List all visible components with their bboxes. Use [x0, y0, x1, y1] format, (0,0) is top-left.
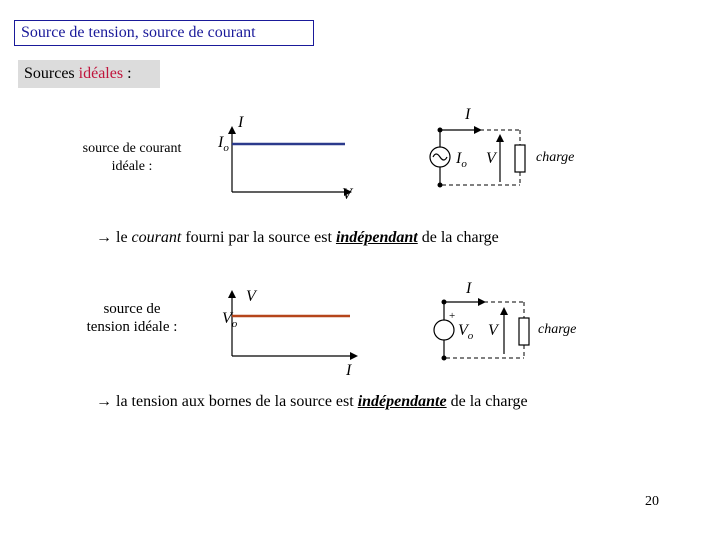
graph2-level-base: V [222, 310, 232, 327]
circuit1-source-label [456, 150, 467, 170]
implies-arrow-2: → [96, 393, 112, 410]
graph1-level-base: I [218, 134, 224, 151]
voltage-source-caption [62, 300, 202, 336]
current-source-conclusion [96, 229, 499, 247]
circuit2-source-base: V [458, 322, 468, 339]
subtitle-prefix: Sources [24, 65, 79, 82]
sentence2-part2: de la charge [446, 393, 528, 410]
sentence1-part1: le [112, 229, 132, 246]
terminal-bottom-2 [442, 356, 447, 361]
voltage-source-symbol [434, 320, 454, 340]
graph2-level-label [222, 310, 237, 330]
sentence1-keyword: indépendant [335, 229, 418, 246]
current-source-circuit [430, 128, 525, 188]
circuit1-source-base: I [456, 150, 462, 167]
graph2-level-sub: o [231, 318, 238, 330]
circuit2-voltage-label: V [488, 322, 498, 339]
circuit1-load-label: charge [536, 150, 575, 165]
circuit1-source-sub: o [461, 158, 467, 170]
current-source-graph [232, 128, 350, 192]
graph1-level-sub: o [223, 142, 229, 154]
terminal-top-1 [438, 128, 443, 133]
terminal-top-2 [442, 300, 447, 305]
sentence2-keyword: indépendante [357, 393, 447, 410]
subtitle-accent: idéales [78, 65, 124, 82]
circuit2-load-label: charge [538, 322, 577, 337]
sentence2-part1: la tension aux bornes de la source est [112, 393, 358, 410]
voltage-source-circuit [434, 300, 529, 361]
circuit2-plus-sign: + [449, 310, 456, 322]
circuit2-current-label: I [466, 280, 472, 297]
graph2-x-label: I [346, 362, 352, 379]
graph1-level-label [218, 134, 229, 154]
implies-arrow-1: → [96, 229, 112, 246]
sentence1-part2: fourni par la source est [181, 229, 336, 246]
slide-title: Source de tension, source de courant [14, 20, 314, 46]
page-number: 20 [645, 494, 659, 509]
circuit2-source-label [458, 322, 473, 342]
circuit1-voltage-label: V [486, 150, 496, 167]
voltage-source-conclusion [96, 393, 528, 411]
voltage-caption-line2: tension idéale : [86, 319, 178, 335]
sentence1-part3: de la charge [417, 229, 499, 246]
load-resistor-1 [515, 145, 525, 172]
graph1-y-label: I [238, 114, 244, 131]
circuit2-source-sub: o [467, 330, 474, 342]
terminal-bottom-1 [438, 183, 443, 188]
current-caption-line1: source de courant [82, 141, 182, 156]
load-resistor-2 [519, 318, 529, 345]
subtitle-suffix: : [123, 65, 132, 82]
current-caption-line2: idéale : [111, 159, 153, 174]
voltage-caption-line1: source de [103, 301, 161, 317]
sentence1-emphasis: courant [131, 229, 182, 246]
graph1-x-label: V [342, 186, 352, 203]
graph2-y-label: V [246, 288, 256, 305]
circuit1-current-label: I [465, 106, 471, 123]
